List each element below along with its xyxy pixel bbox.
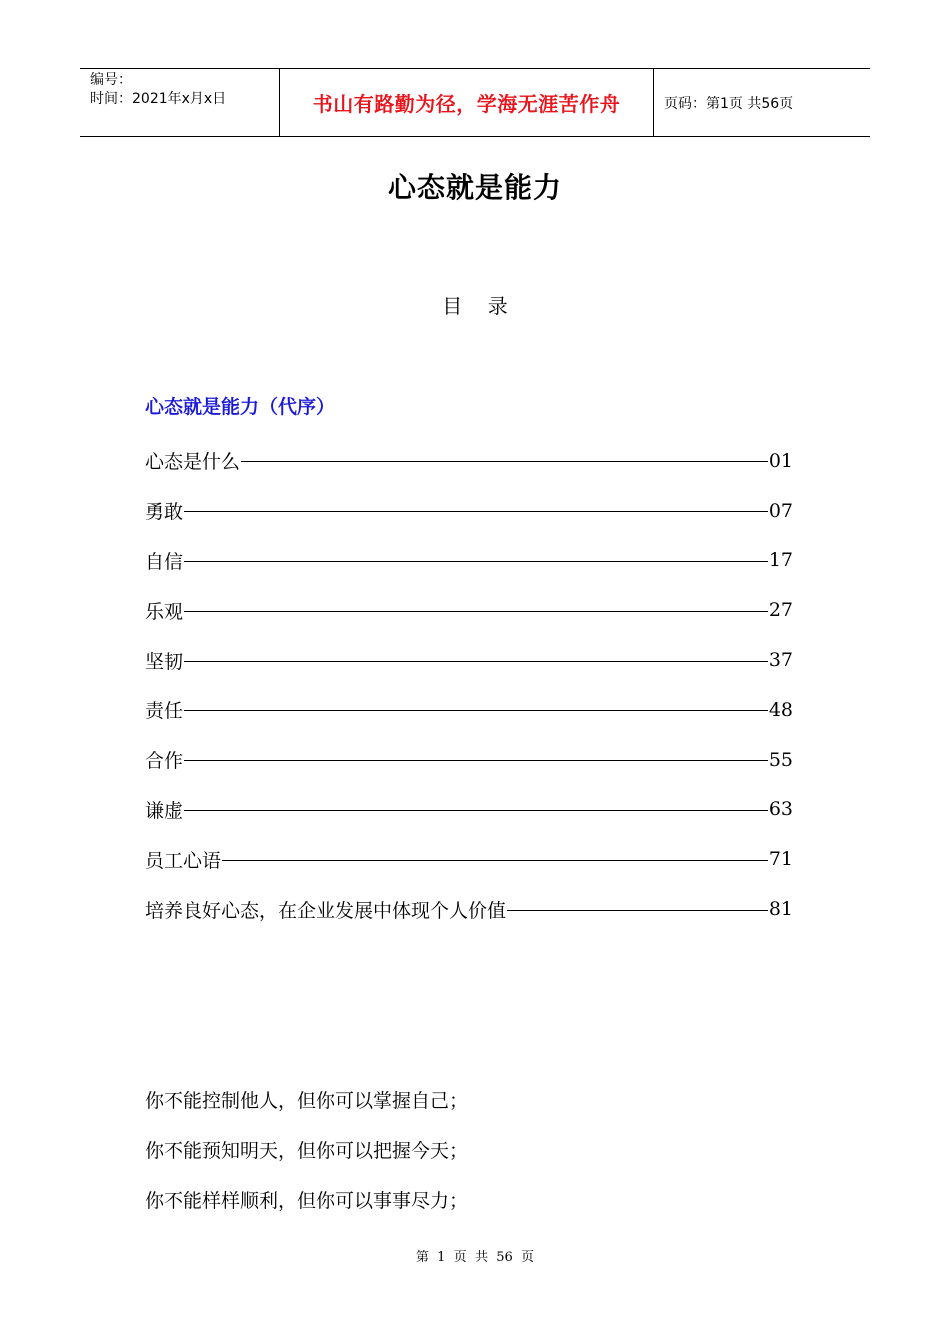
toc-entry-page: 37 [768, 649, 793, 672]
toc-entry-page: 17 [768, 549, 793, 572]
table-of-contents [145, 436, 793, 934]
toc-entry-label: 自信 [145, 550, 184, 573]
toc-entry-page: 81 [768, 898, 793, 921]
toc-entry[interactable] [145, 436, 793, 486]
toc-leader-line [184, 760, 768, 761]
header-time-label: 时间：2021年x月x日 [90, 91, 227, 107]
header-meta [80, 69, 280, 136]
toc-leader-line [184, 511, 768, 512]
toc-leader-line [241, 461, 768, 462]
toc-leader-line [184, 710, 768, 711]
toc-heading: 目 录 [442, 294, 508, 318]
toc-entry-label: 坚韧 [145, 650, 184, 673]
toc-entry-label: 培养良好心态，在企业发展中体现个人价值 [145, 899, 507, 922]
toc-entry-label: 谦虚 [145, 799, 184, 822]
toc-entry-page: 27 [768, 599, 793, 622]
header-number-label: 编号： [90, 72, 132, 88]
quote-block [145, 1085, 468, 1234]
header-motto: 书山有路勤为径，学海无涯苦作舟 [280, 69, 654, 136]
toc-entry[interactable] [145, 685, 793, 735]
document-header [80, 68, 870, 137]
toc-entry[interactable] [145, 486, 793, 536]
header-page-info: 页码：第1页 共56页 [664, 95, 794, 112]
toc-leader-line [184, 661, 768, 662]
toc-preface-link[interactable]: 心态就是能力（代序） [145, 396, 336, 418]
toc-leader-line [184, 611, 768, 612]
toc-entry[interactable] [145, 735, 793, 785]
toc-entry-label: 责任 [145, 700, 184, 723]
toc-leader-line [184, 810, 768, 811]
document-title: 心态就是能力 [387, 171, 562, 204]
toc-entry[interactable] [145, 635, 793, 685]
toc-entry[interactable] [145, 884, 793, 934]
toc-entry-page: 01 [768, 449, 793, 472]
toc-entry[interactable] [145, 834, 793, 884]
toc-entry-label: 员工心语 [145, 849, 222, 872]
toc-entry-page: 07 [768, 499, 793, 522]
toc-entry-page: 63 [768, 798, 793, 821]
page-footer: 第 1 页 共 56 页 [415, 1250, 535, 1265]
quote-line: 你不能控制他人，但你可以掌握自己； [145, 1090, 469, 1112]
toc-entry-page: 71 [768, 848, 793, 871]
toc-leader-line [184, 561, 768, 562]
toc-entry-label: 勇敢 [145, 501, 184, 524]
toc-entry[interactable] [145, 785, 793, 835]
toc-entry-label: 合作 [145, 750, 184, 773]
toc-entry[interactable] [145, 536, 793, 586]
toc-entry-label: 心态是什么 [145, 451, 241, 474]
toc-entry[interactable] [145, 585, 793, 635]
toc-entry-page: 55 [768, 748, 793, 771]
quote-line: 你不能样样顺利，但你可以事事尽力； [145, 1189, 469, 1212]
toc-entry-label: 乐观 [145, 600, 184, 623]
quote-line: 你不能预知明天，但你可以把握今天； [145, 1139, 469, 1162]
toc-entry-page: 48 [768, 698, 793, 721]
toc-leader-line [222, 860, 768, 861]
toc-leader-line [507, 910, 768, 911]
